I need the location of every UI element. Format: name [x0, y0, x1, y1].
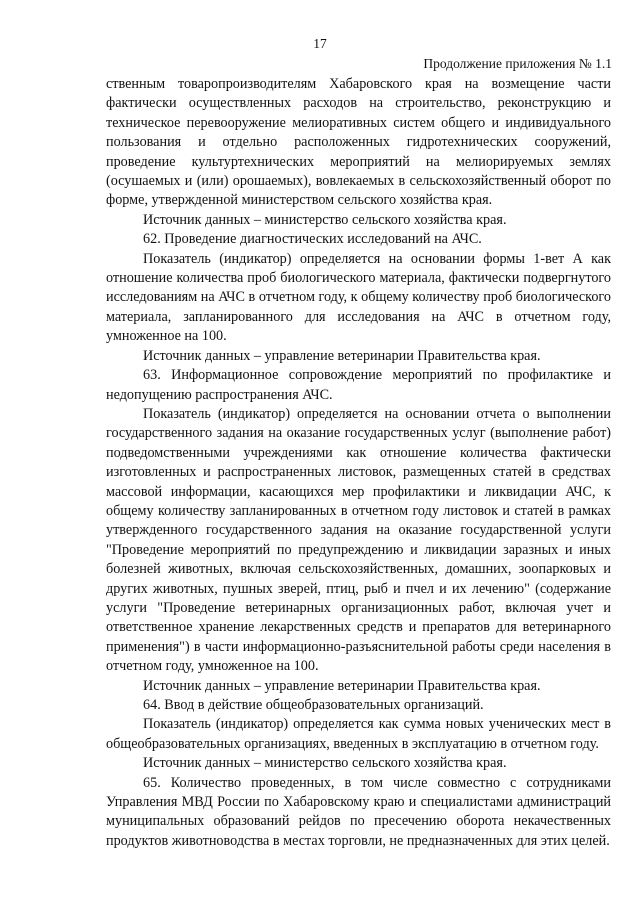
document-body — [106, 75, 611, 851]
paragraph-continuation: ственным товаропроизводителям Хабаровского края на возмещение части фактически осуществленных расходов на строительство, реконструкцию и техническое перевооружение мелиоративных систем общего и индивидуального пользования и отдельно расположенных гидротехнических сооружений, проведение культуртехнических мероприятий на мелиорируемых землях (осушаемых и (или) орошаемых), вовлекаемых в сельскохозяйственный оборот по форме, утвержденной министерством сельского хозяйства края. — [106, 76, 611, 209]
paragraph-source-62: Источник данных – управление ветеринарии Правительства края. — [143, 347, 541, 364]
page-number: 17 — [313, 36, 327, 51]
paragraph-source-64: Источник данных – министерство сельского хозяйства края. — [143, 755, 507, 772]
paragraph-source-63: Источник данных – управление ветеринарии Правительства края. — [143, 677, 541, 694]
paragraph-item-64: 64. Ввод в действие общеобразовательных организаций. — [143, 697, 484, 713]
paragraph-indicator-63: Показатель (индикатор) определяется на основании отчета о выполнении государственного задания на оказание государственных услуг (выполнение работ) подведомственными учреждениями как отношение количества фактически изготовленных и распространенных листовок, размещенных статей в средствах массовой информации, касающихся мер профилактики и ликвидации АЧС, к общему количеству запланированных в отчетном году листовок и статей в рамках утвержденного государственного задания на оказание государственной услуги "Проведение мероприятий по предупреждению и ликвидации заразных и иных болезней животных, включая сельскохозяйственных, домашних, зоопарковых и других животных, пушных зверей, птиц, рыб и пчел и их лечению" (содержание услуги "Проведение ветеринарных организационных работ, включая учет и ответственное хранение лекарственных средств и препаратов для ветеринарного применения") в части информационно-разъяснительной работы среди населения в отчетном году, умноженное на 100. — [106, 405, 611, 675]
paragraph-source-1: Источник данных – министерство сельского хозяйства края. — [143, 211, 507, 228]
paragraph-indicator-62: Показатель (индикатор) определяется на основании формы 1-вет А как отношение количества проб биологического материала, фактически подвергнутого исследованиям на АЧС в отчетном году, к общему количеству проб биологического материала, запланированного для исследования на АЧС в отчетном году, умноженное на 100. — [106, 250, 611, 345]
paragraph-item-62: 62. Проведение диагностических исследований на АЧС. — [143, 231, 482, 248]
paragraph-item-65: 65. Количество проведенных, в том числе совместно с сотрудниками Управления МВД России по Хабаровскому краю и специалистами администраций муниципальных образований рейдов по пресечению оборота некачественных продуктов животноводства в местах торговли, не предназначенных для этих целей. — [106, 774, 611, 849]
appendix-note: Продолжение приложения № 1.1 — [423, 56, 612, 71]
paragraph-item-63: 63. Информационное сопровождение мероприятий по профилактике и недопущению распространения АЧС. — [106, 367, 611, 403]
paragraph-indicator-64: Показатель (индикатор) определяется как сумма новых ученических мест в общеобразовательных организациях, введенных в эксплуатацию в отчетном году. — [106, 716, 611, 752]
